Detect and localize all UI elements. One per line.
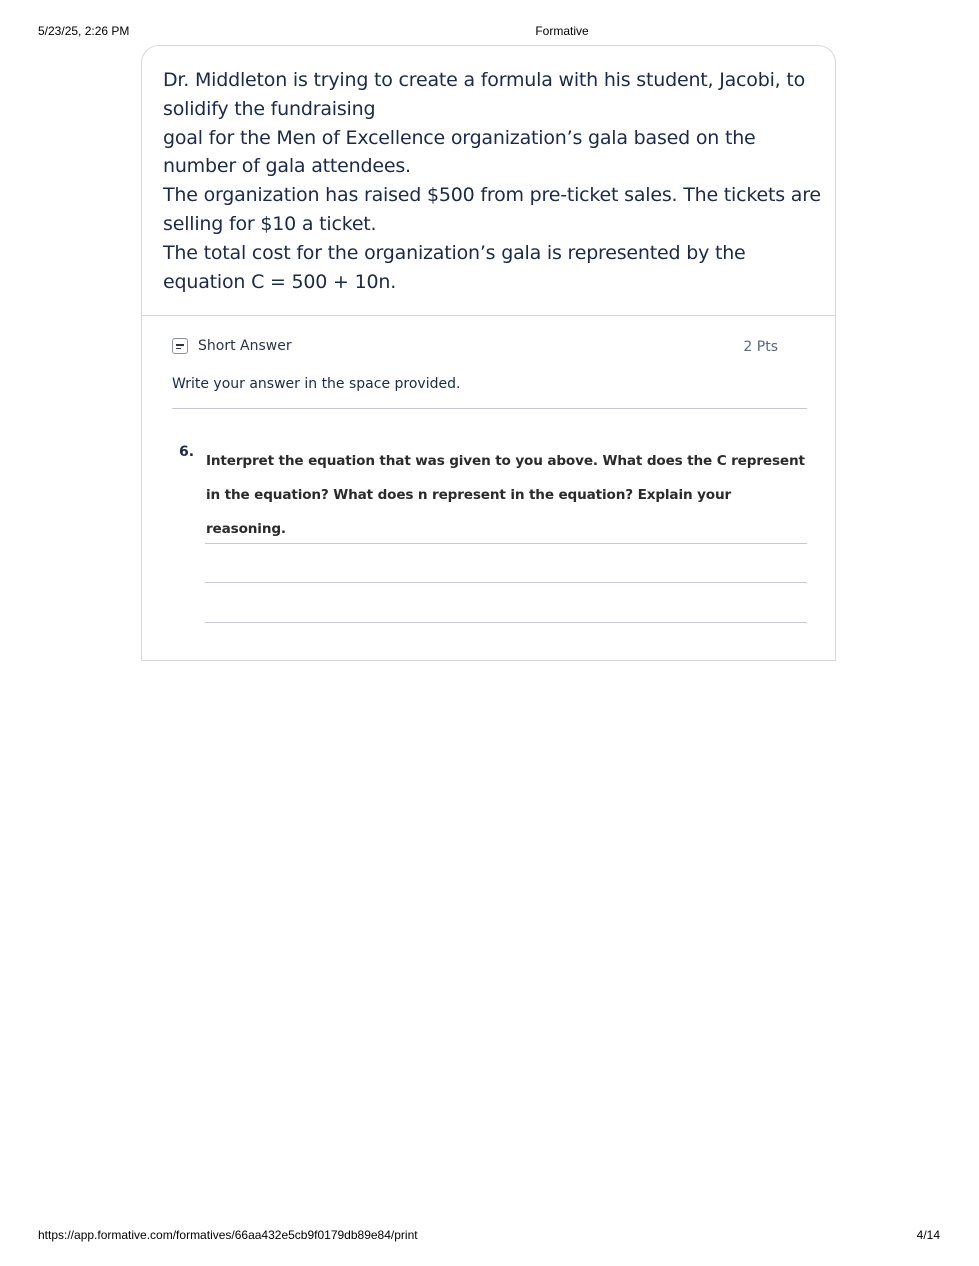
- print-header-datetime: 5/23/25, 2:26 PM: [38, 24, 130, 38]
- print-header-title: Formative: [535, 24, 589, 38]
- stimulus-line: goal for the Men of Excellence organization’s gala based on the number of gala attendees.: [163, 126, 756, 178]
- instructions-divider: [172, 408, 807, 409]
- print-footer-page: 4/14: [916, 1228, 940, 1242]
- section-divider: [142, 315, 835, 316]
- stimulus-line: The total cost for the organization’s gala is represented by the equation C = 500 + 10n.: [163, 241, 746, 293]
- short-answer-icon: [172, 338, 188, 354]
- stimulus-line: The organization has raised $500 from pre-ticket sales. The tickets are selling for $10 a ticket.: [163, 184, 821, 235]
- answer-line[interactable]: [205, 543, 807, 544]
- question-points: 2 Pts: [743, 339, 778, 355]
- print-footer-url: https://app.formative.com/formatives/66aa432e5cb9f0179db89e84/print: [38, 1228, 418, 1242]
- stimulus-line: Dr. Middleton is trying to create a formula with his student, Jacobi, to solidify the fundraising: [163, 69, 806, 120]
- answer-line[interactable]: [205, 582, 807, 583]
- question-instructions: Write your answer in the space provided.: [172, 376, 461, 392]
- answer-line[interactable]: [205, 622, 807, 623]
- stimulus-text: [163, 66, 823, 296]
- question-text: Interpret the equation that was given to you above. What does the C represent in the equation? What does n represent in the equation? Explain your reasoning.: [206, 453, 805, 537]
- question-type: [172, 338, 292, 354]
- question-number: 6.: [179, 444, 195, 460]
- question-type-label: Short Answer: [198, 338, 292, 354]
- question-card: [141, 45, 836, 661]
